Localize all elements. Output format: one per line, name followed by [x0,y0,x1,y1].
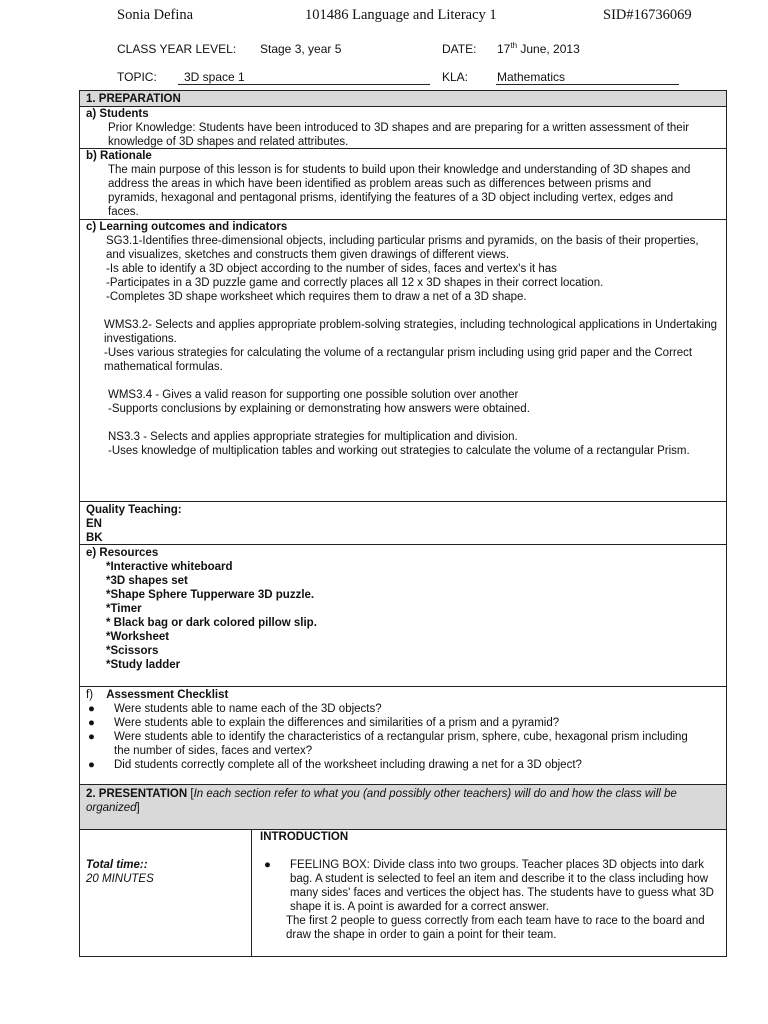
resources-title: e) Resources [86,547,159,559]
assessment-item-text: Were students able to explain the differences and similarities of a prism and a pyramid? [114,717,560,729]
date-value: 17th June, 2013 [497,41,580,56]
kla-underline [496,84,679,85]
resource-item: *Shape Sphere Tupperware 3D puzzle. [106,589,315,601]
topic-label: TOPIC: [117,70,157,84]
date-label: DATE: [442,42,477,56]
presentation-title: 2. PRESENTATION [86,788,188,800]
assessment-letter: f) [86,689,94,701]
wms32-line: WMS3.2- Selects and applies appropriate problem-solving strategies, including technological applications in Undertaking investigations. [104,319,718,345]
assessment-title: Assessment Checklist [106,689,229,701]
resource-item: *3D shapes set [106,575,188,587]
activity-cell [252,830,726,956]
wms34-line: WMS3.4 - Gives a valid reason for supporting one possible solution over another [108,389,519,401]
activity-item [258,858,718,914]
introduction-section [80,830,726,956]
sg-line: SG3.1-Identifies three-dimensional objects, including particular prisms and pyramids, on the basis of their properties, and visualizes, sketches and constructs them given drawings of different views. [106,235,699,261]
author-name: Sonia Defina [117,7,194,23]
wms32-outcome [86,318,720,374]
wms34-outcome [86,388,720,416]
class-year-label: CLASS YEAR LEVEL: [117,42,237,56]
quality-item: BK [86,532,103,544]
resource-item: *Interactive whiteboard [106,561,233,573]
ns-line: NS3.3 - Selects and applies appropriate strategies for multiplication and division. [108,431,518,443]
ns-outcome [86,430,720,458]
bullet-icon: ● [88,717,95,729]
preparation-heading: 1. PREPARATION [80,91,726,107]
resources-section [80,545,726,687]
resource-item: *Scissors [106,645,159,657]
presentation-note: In each section refer to what you (and possibly other teachers) will do and how the class will be organized [86,788,677,814]
assessment-item [86,716,720,730]
total-time-label: Total time:: [86,859,148,871]
resource-item: *Worksheet [106,631,170,643]
sg-line: -Participates in a 3D puzzle game and correctly places all 12 x 3D shapes in their correct location. [106,277,604,289]
bullet-icon: ● [88,759,95,771]
assessment-item [86,758,720,772]
wms34-line: -Supports conclusions by explaining or demonstrating how answers were obtained. [108,403,530,415]
time-cell [80,830,252,956]
topic-underline [178,84,430,85]
assessment-item [86,730,720,758]
resource-item: *Timer [106,603,142,615]
bullet-icon: ● [264,859,271,871]
assessment-section [80,687,726,785]
bullet-icon: ● [88,703,95,715]
resource-item: * Black bag or dark colored pillow slip. [106,617,317,629]
quality-item: EN [86,518,102,530]
class-year-value: Stage 3, year 5 [260,42,342,56]
student-id: SID#16736069 [603,7,692,23]
class-date-row [0,42,768,58]
resources-list [86,560,720,672]
page-header [0,8,768,28]
assessment-item-text: Did students correctly complete all of the worksheet including drawing a net for a 3D object? [114,759,582,771]
sg-line: -Is able to identify a 3D object according to the number of sides, faces and vertex's it has [106,263,557,275]
students-title: a) Students [86,108,149,120]
assessment-item-text: Were students able to name each of the 3D objects? [114,703,382,715]
total-time-value: 20 MINUTES [86,873,154,885]
quality-teaching-section [80,502,726,545]
assessment-item-text: Were students able to identify the characteristics of a rectangular prism, sphere, cube, hexagonal prism including the number of sides, faces and vertex? [114,731,688,757]
presentation-section: 2. PRESENTATION [In each section refer to what you (and possibly other teachers) will do and how the class will be organized] [80,785,726,830]
sg-outcome [86,234,720,304]
outcomes-title: c) Learning outcomes and indicators [86,221,288,233]
quality-title: Quality Teaching: [86,504,182,516]
students-section [80,107,726,149]
rationale-section [80,149,726,220]
assessment-header [86,688,720,702]
sg-line: -Completes 3D shape worksheet which requires them to draw a net of a 3D shape. [106,291,527,303]
topic-value: 3D space 1 [184,70,245,84]
students-text: Prior Knowledge: Students have been introduced to 3D shapes and are preparing for a written assessment of their knowledge of 3D shapes and related attributes. [108,122,690,148]
lesson-plan-table [79,90,727,957]
rationale-title: b) Rationale [86,150,152,162]
kla-value: Mathematics [497,70,566,84]
kla-label: KLA: [442,70,469,84]
feeling-box-text: FEELING BOX: Divide class into two groups. Teacher places 3D objects into dark bag. A student is selected to feel an item and describe it to the class including how many sides' faces and vertices the object has. The students have to guess what 3D shape it is. A point is awarded for a correct answer. [290,859,714,913]
assessment-item [86,702,720,716]
wms32-line: -Uses various strategies for calculating the volume of a rectangular prism including using grid paper and the Correct mathematical formulas. [104,347,693,373]
bullet-icon: ● [88,731,95,743]
course-title: 101486 Language and Literacy 1 [305,7,497,23]
outcomes-section [80,220,726,502]
ns-line: -Uses knowledge of multiplication tables and working out strategies to calculate the volume of a rectangular Prism. [108,445,690,457]
introduction-heading: INTRODUCTION [260,831,349,843]
follow-up-text: The first 2 people to guess correctly from each team have to race to the board and draw the shape in order to gain a point for their team. [286,915,705,941]
rationale-text: The main purpose of this lesson is for students to build upon their knowledge and understanding of 3D shapes and address the areas in which have been identified as problem areas such as differences between prisms and pyramids, hexagonal and pentagonal prisms, identifying the features of a 3D object including vertex, edges and faces. [108,164,691,218]
resource-item: *Study ladder [106,659,181,671]
